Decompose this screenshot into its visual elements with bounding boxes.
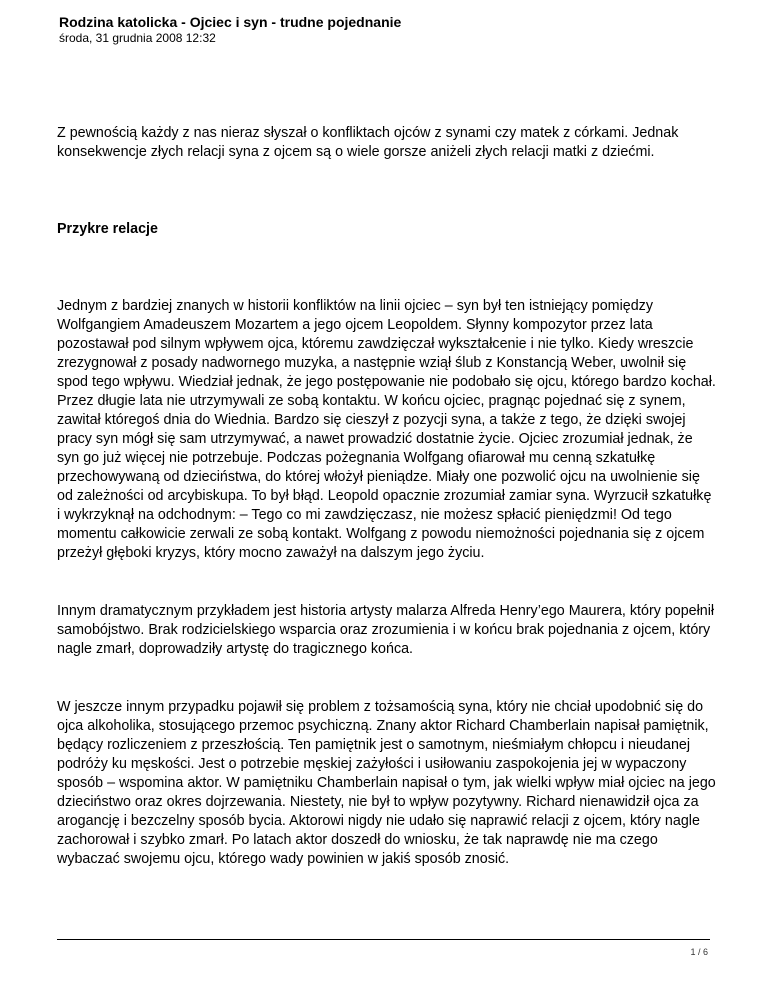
intro-paragraph: Z pewnością każdy z nas nieraz słyszał o konfliktach ojców z synami czy matek z córkami. Jednak konsekwencje złych relacji syna z ojcem są o wiele gorsze aniżeli złych relacji matki z dziećmi. [57,125,679,160]
section-heading: Przykre relacje [57,221,158,237]
document-title: Rodzina katolicka - Ojciec i syn - trudne pojednanie [59,14,402,30]
page-number: 1 / 6 [690,947,708,957]
paragraph-chamberlain: W jeszcze innym przypadku pojawił się problem z tożsamością syna, który nie chciał upodobnić się do ojca alkoholika, stosującego przemoc psychiczną. Znany aktor Richard Chamberlain napisał pamiętnik, będący rozliczeniem z przeszłością. Ten pamiętnik jest o samotnym, nieśmiałym chłopcu i nieudanej podróży ku męskości. Jest o potrzebie męskiej zażyłości i usiłowaniu zaspokojenia jej w wypaczony sposób – wspomina aktor. W pamiętniku Chamberlain napisał o tym, jak wielki wpływ miał ojciec na jego dzieciństwo oraz okres dojrzewania. Niestety, nie był to wpływ pozytywny. Richard nienawidził ojca za arogancję i bezczelny sposób bycia. Aktorowi nigdy nie udało się naprawić relacji z ojcem, który nagle zachorował i szybko zmarł. Po latach aktor doszedł do wniosku, że tak naprawdę nie ma czego wybaczać swojemu ojcu, którego wady powinien w jakiś sposób znosić. [57,699,716,867]
article-body [57,124,717,869]
document-date: środa, 31 grudnia 2008 12:32 [59,31,216,45]
paragraph-mozart: Jednym z bardziej znanych w historii konfliktów na linii ojciec – syn był ten istniejący pomiędzy Wolfgangiem Amadeuszem Mozartem a jego ojcem Leopoldem. Słynny kompozytor przez lata pozostawał pod silnym wpływem ojca, któremu zawdzięczał wykształcenie i nie tylko. Kiedy wreszcie zrezygnował z posady nadwornego muzyka, a następnie wziął ślub z Konstancją Weber, uwolnił się spod tego wpływu. Wiedział jednak, że jego postępowanie nie podobało się ojcu, którego bardzo kochał. Przez długie lata nie utrzymywali ze sobą kontaktu. W końcu ojciec, pragnąc pojednać się z synem, zawitał któregoś dnia do Wiednia. Bardzo się cieszył z pozycji syna, a także z tego, że dzięki swojej pracy syn mógł się sam utrzymywać, a nawet prowadzić dostatnie życie. Ojciec zrozumiał jednak, że syn go już więcej nie potrzebuje. Podczas pożegnania Wolfgang ofiarował mu cenną szkatułkę przechowywaną od dzieciństwa, do której włożył pieniądze. Miały one pozwolić ojcu na uwolnienie się od zależności od arcybiskupa. To był błąd. Leopold opacznie zrozumiał zamiar syna. Wyrzucił szkatułkę i wykrzyknął na odchodnym: – Tego co mi zawdzięczasz, nie możesz spłacić pieniędzmi! Od tego momentu całkowicie zerwali ze sobą kontakt. Wolfgang z powodu niemożności pojednania się z ojcem przeżył głęboki kryzys, który mocno zaważył na dalszym jego życiu. [57,298,716,561]
paragraph-maurer: Innym dramatycznym przykładem jest historia artysty malarza Alfreda Henry’ego Maurera, który popełnił samobójstwo. Brak rodzicielskiego wsparcia oraz zrozumienia i w końcu brak pojednania z ojcem, który nagle zmarł, doprowadziły artystę do tragicznego końca. [57,603,715,657]
page-header [59,14,719,46]
footer-divider [57,939,710,940]
